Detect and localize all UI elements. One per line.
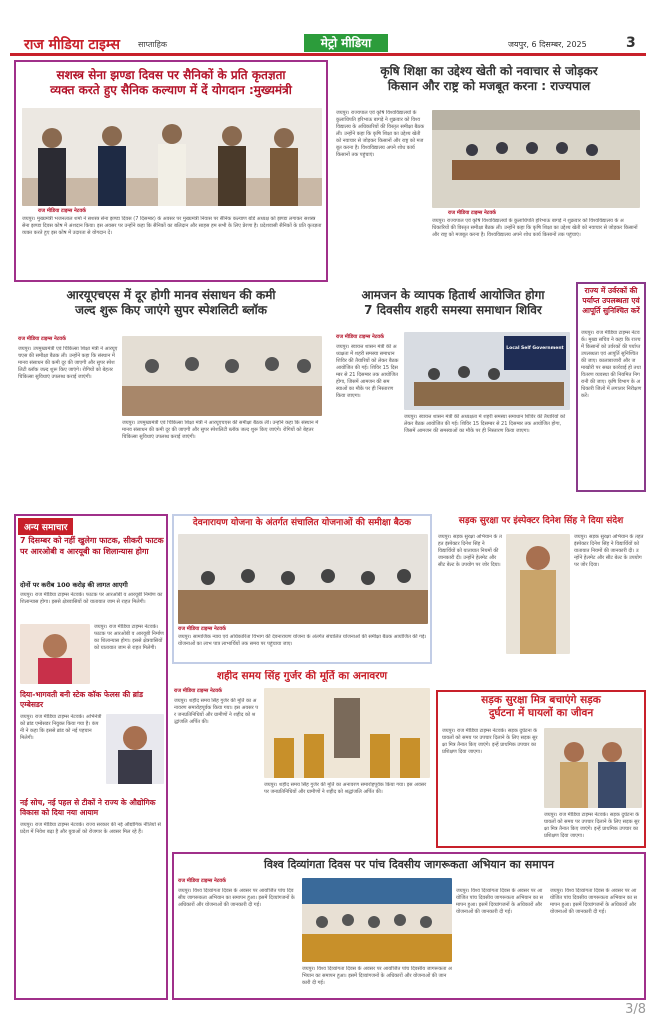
other-news-column xyxy=(14,514,168,1000)
weekly-label: साप्ताहिक xyxy=(138,40,168,49)
byline: राज मीडिया टाइम्स नेटवर्क xyxy=(174,688,222,694)
photo-sign-text: Local Self Government xyxy=(506,346,564,351)
headline xyxy=(20,68,322,98)
issue-date: जयपुर, 6 दिसम्बर, 2025 xyxy=(508,40,587,49)
story-disability-day xyxy=(172,852,646,1000)
story-road-safety-inspector xyxy=(436,514,646,674)
item2-text: जयपुर। राज मीडिया टाइम्स नेटवर्क। अभिनेत्री को ब्रांड एम्बेसडर नियुक्त किया गया है। कंपनी ने कहा कि इससे ब्रांड को नई पहचान मिलेगी। xyxy=(20,714,102,741)
headline-line2: व्यक्त करते हुए सैनिक कल्याण में दें योगदान :मुख्यमंत्री xyxy=(50,83,292,97)
photo-statue xyxy=(264,688,430,778)
story-armed-forces-flag-day xyxy=(14,60,328,282)
headline-line2: जल्द शुरू किए जाएंगे सुपर स्पेशलिटी ब्लॉक xyxy=(75,303,267,317)
photo-review-meeting xyxy=(178,534,428,624)
photo-event xyxy=(302,878,452,962)
headline-line1: आमजन के व्यापक हितार्थ आयोजित होगा xyxy=(361,288,545,302)
page-number: 3 xyxy=(626,35,636,51)
photo-inspector xyxy=(506,534,570,654)
story-ruhs xyxy=(14,288,328,488)
section-label: मेट्रो मीडिया xyxy=(304,34,388,52)
photo-dignitaries xyxy=(22,108,322,206)
body-text: जयपुर। स्वायत्त शासन मंत्री की अध्यक्षता में शहरी समस्या समाधान शिविर की तैयारियों को लेकर बैठक आयोजित की गई। शिविर 15 दिसम्बर से 21 दिसम्बर तक आयोजित होगा, जिसमें आमजन की समस्याओं का मौके पर ही निस्तारण किया जाएगा। xyxy=(336,344,399,399)
story-road-safety-friends xyxy=(436,690,646,848)
body-text-2: जयपुर। सड़क सुरक्षा अभियान के तहत इंस्पेक्टर दिनेश सिंह ने विद्यार्थियों को यातायात नियमों की जानकारी दी। उन्होंने हेलमेट और सीट बेल्ट के उपयोग पर जोर दिया। xyxy=(574,534,644,568)
headline-line1: सड़क सुरक्षा मित्र बचाएंगे सड़क xyxy=(481,694,601,706)
headline-line1: आरयूएचएस में दूर होगी मानव संसाधन की कमी xyxy=(66,288,276,302)
body-text: जयपुर। शहीद समय सिंह गुर्जर की मूर्ति का अनावरण समारोहपूर्वक किया गया। इस अवसर पर जनप्रतिनिधियों और ग्रामीणों ने शहीद को श्रद्धांजलि अर्पित की। xyxy=(174,698,259,725)
byline: राज मीडिया टाइम्स नेटवर्क xyxy=(178,626,226,632)
headline xyxy=(334,288,572,318)
story-statue-unveiling xyxy=(172,670,432,848)
byline: राज मीडिया टाइम्स नेटवर्क xyxy=(448,210,496,216)
headline xyxy=(14,288,328,318)
byline: राज मीडिया टाइम्स नेटवर्क xyxy=(336,334,384,340)
story-urban-camp xyxy=(334,288,572,488)
body-text: जयपुर। राज मीडिया टाइम्स नेटवर्क। मुख्य सचिव ने कहा कि राज्य में किसानों को उर्वरकों की पर्याप्त उपलब्धता एवं आपूर्ति सुनिश्चित की जाए। कालाबाजारी और जमाखोरी पर सख्त कार्रवाई हो तथा वितरण व्यवस्था की नियमित निगरानी की जाए। कृषि विभाग के अधिकारी जिलों में लगातार निरीक्षण करें। xyxy=(581,330,642,399)
item2-headline: दिया-भागवती बनी स्टेक कॉक फेलस की ब्रांड एम्बेसडर xyxy=(20,690,144,709)
headline-line1: कृषि शिक्षा का उद्देश्य खेती को नवाचार से जोड़कर xyxy=(380,64,598,78)
headline: राज्य में उर्वरकों की पर्याप्त उपलब्धता एवं आपूर्ति सुनिश्चित करें xyxy=(582,286,640,315)
photo-woman xyxy=(20,624,90,684)
item3-text: जयपुर। राज मीडिया टाइम्स नेटवर्क। राज्य सरकार की नई औद्योगिक नीतियों से प्रदेश में निवेश बढ़ा है और युवाओं को रोजगार के अवसर मिल रहे हैं। xyxy=(20,822,161,835)
other-news-banner: अन्य समाचार xyxy=(18,518,73,535)
item1-headline: 7 दिसम्बर को नहीं खुलेगा फाटक, सीकरी फाटक पर आरओबी व आरयूबी का शिलान्यास होगा xyxy=(20,536,164,556)
body-text-2: जयपुर। स्वायत्त शासन मंत्री की अध्यक्षता में शहरी समस्या समाधान शिविर की तैयारियों को लेकर बैठक आयोजित की गई। शिविर 15 दिसम्बर से 21 दिसम्बर तक आयोजित होगा, जिसमें आमजन की समस्याओं का मौके पर ही निस्तारण किया जाएगा। xyxy=(404,414,566,434)
headline xyxy=(334,64,644,94)
body-text-2: जयपुर। शहीद समय सिंह गुर्जर की मूर्ति का अनावरण समारोहपूर्वक किया गया। इस अवसर पर जनप्रतिनिधियों और ग्रामीणों ने शहीद को श्रद्धांजलि अर्पित की। xyxy=(264,782,427,795)
body-text-2: जयपुर। राज मीडिया टाइम्स नेटवर्क। सड़क दुर्घटना के घायलों को समय पर उपचार दिलाने के लिए सड़क सुरक्षा मित्र तैनात किए जाएंगे। इन्हें प्राथमिक उपचार का प्रशिक्षण दिया जाएगा। xyxy=(544,812,640,839)
photo-meeting xyxy=(432,110,640,208)
photo-hospital-meeting xyxy=(122,336,322,416)
photo-officials xyxy=(544,728,642,808)
photo-brand-ambassador xyxy=(106,714,164,784)
body-text: जयपुर। सामाजिक न्याय एवं अधिकारिता विभाग की देवनारायण योजना के अंतर्गत संचालित योजनाओं की समीक्षा बैठक आयोजित की गई। योजनाओं का लाभ पात्र लाभार्थियों तक समय पर पहुंचाया जाए। xyxy=(178,634,427,647)
body-text: जयपुर। विश्व दिव्यांगता दिवस के अवसर पर आयोजित पांच दिवसीय जागरूकता अभियान का समापन हुआ। इसमें दिव्यांगजनों के अधिकारों और योजनाओं की जानकारी दी गई। xyxy=(178,888,295,908)
byline: राज मीडिया टाइम्स नेटवर्क xyxy=(38,208,86,214)
page-indicator: 3/8 xyxy=(625,1002,646,1017)
headline-line1: सशस्त्र सेना झण्डा दिवस पर सैनिकों के प्रति कृतज्ञता xyxy=(56,68,286,82)
headline: देवनारायण योजना के अंतर्गत संचालित योजनाओं की समीक्षा बैठक xyxy=(192,518,412,528)
photo-lsg-meeting xyxy=(404,332,570,410)
masthead xyxy=(10,30,646,56)
headline: शहीद समय सिंह गुर्जर की मूर्ति का अनावरण xyxy=(216,670,388,682)
body-text: जयपुर। मुख्यमंत्री भजनलाल शर्मा ने सशस्त्र सेना झण्डा दिवस (7 दिसम्बर) के अवसर पर मुख्यमंत्री निवास पर सैनिक कल्याण बोर्ड अध्यक्ष को झण्डा लगाकर सशस्त्र सेना झण्डा दिवस कोष में अंशदान किया। इस अवसर पर उन्होंने कहा कि सैनिकों का बलिदान और साहस हम सभी के लिए प्रेरणा है। प्रदेशवासी सैनिकों के प्रति कृतज्ञता व्यक्त करते हुए इस कोष में उदारता से योगदान दें। xyxy=(22,216,322,236)
byline: राज मीडिया टाइम्स नेटवर्क xyxy=(18,336,66,342)
item1-subhead: दोनों पर करीब 100 करोड़ की लागत आएगी xyxy=(20,581,128,589)
story-agriculture-education xyxy=(334,60,644,282)
body-text-2: जयपुर। राज्यपाल एवं कृषि विश्वविद्यालयों के कुलाधिपति हरिभाऊ बागड़े ने शुक्रवार को विश्वविद्यालय के अधिकारियों की विस्तृत समीक्षा बैठक ली। उन्होंने कहा कि कृषि शिक्षा का उद्देश्य खेती को नवाचार से जोड़कर किसानों और राष्ट्र को मजबूत करना है। विश्वविद्यालय अपने शोध कार्य किसानों तक पहुंचाएं। xyxy=(432,218,638,238)
item1-text-2: जयपुर। राज मीडिया टाइम्स नेटवर्क। फाटक पर आरओबी व आरयूबी निर्माण का शिलान्यास होगा। इससे क्षेत्रवासियों को यातायात जाम से राहत मिलेगी। xyxy=(94,624,164,651)
body-text-4: जयपुर। विश्व दिव्यांगता दिवस के अवसर पर आयोजित पांच दिवसीय जागरूकता अभियान का समापन हुआ। इसमें दिव्यांगजनों के अधिकारों और योजनाओं की जानकारी दी गई। xyxy=(550,888,638,915)
body-text-2: जयपुर। उपमुख्यमंत्री एवं चिकित्सा शिक्षा मंत्री ने आरयूएचएस की समीक्षा बैठक ली। उन्होंने कहा कि संस्थान में मानव संसाधन की कमी दूर की जाएगी और सुपर स्पेशलिटी ब्लॉक जल्द शुरू किए जाएंगे। रोगियों को बेहतर चिकित्सा सुविधाएं उपलब्ध कराई जाएंगी। xyxy=(122,420,319,440)
headline-line2: दुर्घटना में घायलों का जीवन xyxy=(488,707,594,720)
headline: सड़क सुरक्षा पर इंस्पेक्टर दिनेश सिंह ने दिया संदेश xyxy=(458,516,624,526)
body-text: जयपुर। राज्यपाल एवं कृषि विश्वविद्यालयों के कुलाधिपति हरिभाऊ बागड़े ने शुक्रवार को विश्वविद्यालय के अधिकारियों की विस्तृत समीक्षा बैठक ली। उन्होंने कहा कि कृषि शिक्षा का उद्देश्य खेती को नवाचार से जोड़कर किसानों और राष्ट्र को मजबूत करना है। विश्वविद्यालय अपने शोध कार्य किसानों तक पहुंचाएं। xyxy=(336,110,425,158)
body-text: जयपुर। उपमुख्यमंत्री एवं चिकित्सा शिक्षा मंत्री ने आरयूएचएस की समीक्षा बैठक ली। उन्होंने कहा कि संस्थान में मानव संसाधन की कमी दूर की जाएगी और सुपर स्पेशलिटी ब्लॉक जल्द शुरू किए जाएंगे। रोगियों को बेहतर चिकित्सा सुविधाएं उपलब्ध कराई जाएंगी। xyxy=(18,346,118,380)
item3-headline: नई सोच, नई पहल से टीकों ने राज्य के औद्योगिक विकास को दिया नया आयाम xyxy=(20,798,156,817)
headline xyxy=(440,694,642,720)
body-text: जयपुर। राज मीडिया टाइम्स नेटवर्क। सड़क दुर्घटना के घायलों को समय पर उपचार दिलाने के लिए सड़क सुरक्षा मित्र तैनात किए जाएंगे। इन्हें प्राथमिक उपचार का प्रशिक्षण दिया जाएगा। xyxy=(442,728,538,755)
body-text: जयपुर। सड़क सुरक्षा अभियान के तहत इंस्पेक्टर दिनेश सिंह ने विद्यार्थियों को यातायात नियमों की जानकारी दी। उन्होंने हेलमेट और सीट बेल्ट के उपयोग पर जोर दिया। xyxy=(438,534,502,568)
paper-name: राज मीडिया टाइम्स xyxy=(24,37,120,53)
story-fertilizer xyxy=(576,282,646,492)
body-text-3: जयपुर। विश्व दिव्यांगता दिवस के अवसर पर आयोजित पांच दिवसीय जागरूकता अभियान का समापन हुआ। इसमें दिव्यांगजनों के अधिकारों और योजनाओं की जानकारी दी गई। xyxy=(456,888,544,915)
byline: राज मीडिया टाइम्स नेटवर्क xyxy=(178,878,226,884)
item1-text: जयपुर। राज मीडिया टाइम्स नेटवर्क। फाटक पर आरओबी व आरयूबी निर्माण का शिलान्यास होगा। इससे क्षेत्रवासियों को यातायात जाम से राहत मिलेगी। xyxy=(20,592,163,605)
story-devnarayan xyxy=(172,514,432,664)
headline: विश्व दिव्यांगता दिवस पर पांच दिवसीय जागरूकता अभियान का समापन xyxy=(264,858,554,871)
body-text-2: जयपुर। विश्व दिव्यांगता दिवस के अवसर पर आयोजित पांच दिवसीय जागरूकता अभियान का समापन हुआ। इसमें दिव्यांगजनों के अधिकारों और योजनाओं की जानकारी दी गई। xyxy=(302,966,452,986)
headline-line2: किसान और राष्ट्र को मजबूत करना : राज्यपाल xyxy=(387,79,591,93)
headline-line2: 7 दिवसीय शहरी समस्या समाधान शिविर xyxy=(364,303,542,317)
